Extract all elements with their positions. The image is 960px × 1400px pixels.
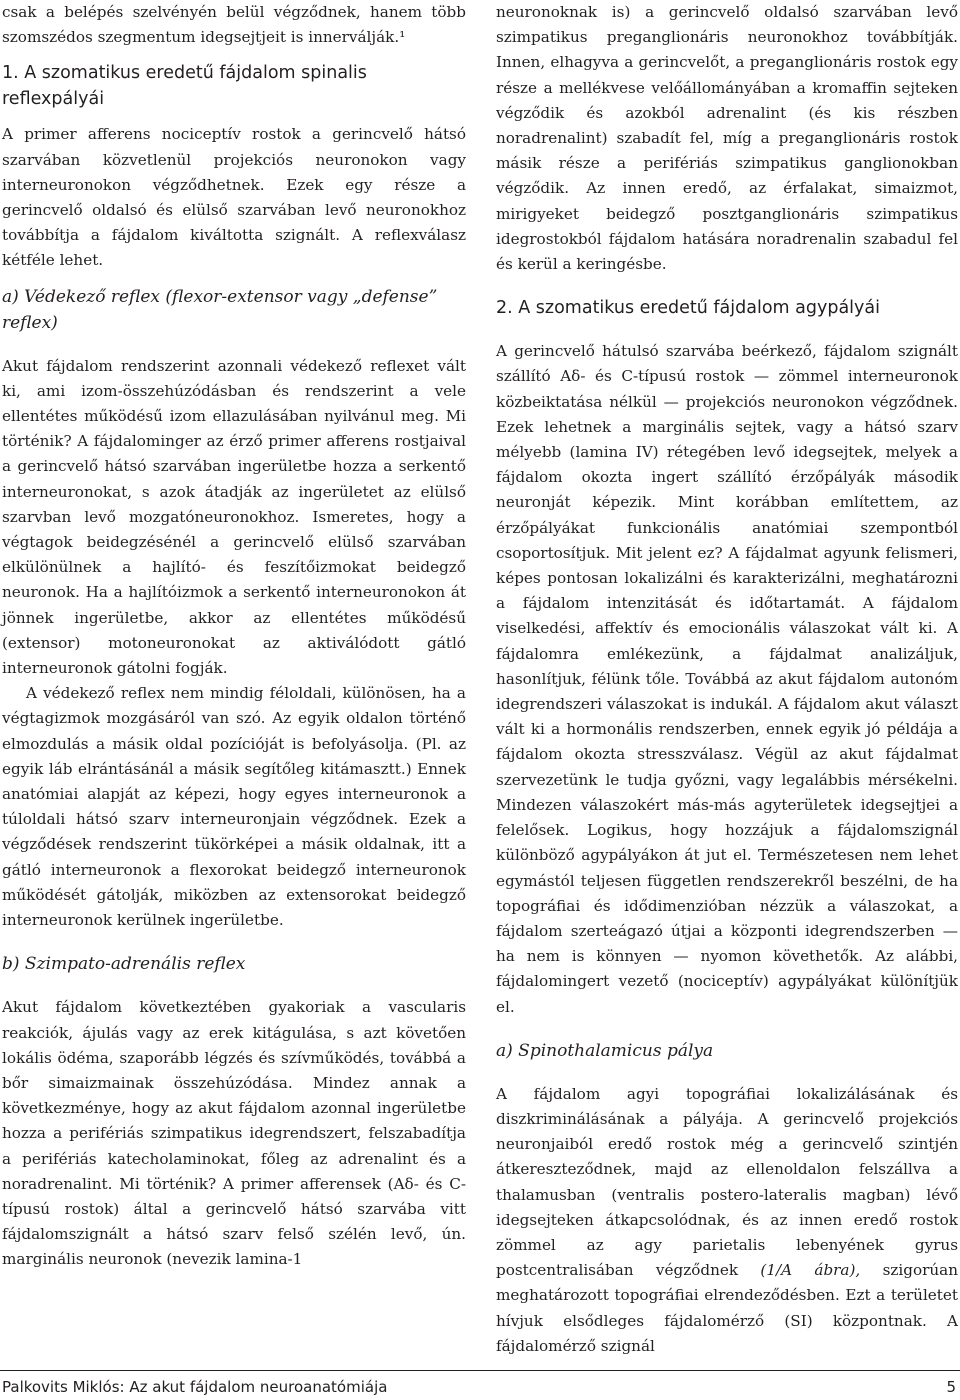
paragraph-intro-reflex: A primer afferens nociceptív rostok a gerincvelő hátsó szarvában közvetlenül projekciós neuronokon vagy interneuronokon végződhetnek. Ezek egy része a gerincvelő oldalsó és elülső szarvában levő neuronokhoz továbbítja a fájdalom kiváltotta szignált. A reflexválasz kétféle lehet. — [2, 125, 466, 270]
paragraph-spinothalamic-part1: A fájdalom agyi topográfiai lokalizálásának és diszkriminálásának a pályája. A gerincvelő projekciós neuronjaiból eredő rostok még a gerincvelő szintjén átkereszteződnek, majd az ellenoldalon felszállva a thalamusban (ventralis postero-lateralis magban) lévő idegsejteken átkapcsolódnak, és az innen eredő rostok zömmel az agy parietalis lebenyének gyrus postcentralisában végződnek — [496, 1084, 958, 1280]
paragraph-brain-pathways: A gerincvelő hátulsó szarvába beérkező, fájdalom szignált szállító Aδ- és C-típusú rostok — zömmel interneuronok közbeiktatása nélkül — projekciós neuronokon végződnek. Ezek lehetnek a marginális sejtek, vagy a hátsó szarv mélyebb (lamina IV) rétegében levő idegsejtek, melyek a fájdalom okozta ingert szállító érzőpályák második neuronját képezik. Mint korábban említettem, az érzőpályákat funkcionális anatómiai szempontból csoportosítjuk. Mit jelent ez? A fájdalmat agyunk felismeri, képes pontosan lokalizálni és karakterizálni, meghatározni a fájdalom intenzitását és időtartamát. A fájdalom viselkedési, affektív és emocionális válaszokat vált ki. A fájdalomra emlékezünk, a fájdalmat analizáljuk, hasonlítjuk, félünk tőle. Továbbá az akut fájdalom autonóm idegrendszeri válaszokat is indukál. A fájdalom akut választ vált ki a hormonális rendszerben, ennek egyik jó példája a fájdalom okozta stresszválasz. Végül az akut fájdalmat szervezetünk le tudja győzni, vagy legalábbis mérsékelni. Mindezen válaszokért más-más agyterületek idegsejtjei a felelősek. Logikus, hogy hozzájuk a fájdalomszignál különböző agypályákon át jut el. Természetesen nem lehet egymástól teljesen független rendszerekről beszélni, de ha topográfiai és idődimenzióban nézzük a válaszokat, a fájdalom szerteágazó útjai a központi idegrendszerben — ha nem is könnyen — nyomon követhetők. Az alábbi, fájdalomingert vezető (nociceptív) agypályákat különítjük el. — [496, 342, 958, 1016]
paragraph-defense-reflex: Akut fájdalom rendszerint azonnali védekező reflexet vált ki, ami izom-összehúzódásban és rendszerint a vele ellentétes működésű izom ellazulásában nyilvánul meg. Mi történik? A fájdalominger az érző primer afferens rostjaival a gerincvelő hátsó szarvában ingerületbe hozza a serkentő interneuronokat, s azok átadják az ingerületet az elülső szarvban levő mozgatóneuronokhoz. Ismeretes, hogy a végtagok beidegzésénél a gerincvelő elülső szarvában elkülönülnek a hajlító- és feszítőizmokat beidegző neuronok. Ha a hajlítóizmok a serkentő interneuronokon át jönnek ingerületbe, akkor az ellentétes működésű (extensor) motoneuronokat az aktiválódott gátló interneuronok gátolni fogják. — [2, 356, 466, 678]
left-column — [2, 0, 466, 1273]
paragraph-continuation: csak a belépés szelvényén belül végződnek, hanem több szomszédos szegmentum idegsejtjeit is innerválják.¹ — [2, 3, 466, 47]
section-heading-2: 2. A szomatikus eredetű fájdalom agypályái — [496, 298, 880, 319]
page-footer — [0, 1370, 960, 1400]
right-column — [496, 0, 958, 1359]
paragraph-bilateral-reflex: A védekező reflex nem mindig féloldali, különösen, ha a végtagizmok mozgásáról van szó. Az egyik oldalon történő elmozdulás a másik oldal pozícióját is befolyásolja. (Pl. az egyik láb elrántásánál a másik segítőleg kitámasztt.) Ennek anatómiai alapját az képezi, hogy egyes interneuronok a túloldali hátsó szarv interneuronjain végződnek. Ezek a végződések rendszerint tükörképei a másik oldalnak, itt a gátló interneuronok a flexorokat beidegző interneuronok működését gátolják, miközben az extensorokat beidegző interneuronok kerülnek ingerületbe. — [2, 684, 466, 930]
figure-reference: (1/A ábra), — [760, 1261, 861, 1280]
subheading-defense-reflex: a) Védekező reflex (flexor-extensor vagy „defense” reflex) — [2, 286, 438, 333]
running-title: Palkovits Miklós: Az akut fájdalom neuroanatómiája — [2, 1378, 388, 1396]
section-heading-1: 1. A szomatikus eredetű fájdalom spinalis reflexpályái — [2, 63, 367, 110]
paragraph-continuation-right: neuronoknak is) a gerincvelő oldalsó szarvában levő szimpatikus preganglionáris neuronokhoz továbbítják. Innen, elhagyva a gerincvelőt, a preganglionáris rostok egy része a mellékvese velőállományában a kromaffin sejteken végződik és azokból adrenalint (és kis részben noradrenalint) szabadít fel, míg a preganglionáris rostok másik része a perifériás szimpatikus ganglionokban végződik. Az innen eredő, az érfalakat, simaizmot, mirigyeket beidegző posztganglionáris szimpatikus idegrostokból fájdalom hatására noradrenalin szabadul fel és kerül a keringésbe. — [496, 3, 958, 274]
subheading-spinothalamic: a) Spinothalamicus pálya — [496, 1040, 714, 1061]
paragraph-sympatho-adrenal: Akut fájdalom következtében gyakoriak a vascularis reakciók, ájulás vagy az erek kitágulása, s azt követően lokális ödéma, szaporább légzés és szívműködés, továbbá a bőr simaizmainak összehúzódása. Mindez annak a következménye, hogy az akut fájdalom azonnal ingerületbe hozza a perifériás szimpatikus idegrendszert, felszabadítja a perifériás katecholaminokat, főleg az adrenalint és a noradrenalint. Mi történik? A primer afferensek (Aδ- és C-típusú rostok) által a gerincvelő hátsó szarvába vitt fájdalomszignált a hátsó szarv felső szélén levő, ún. marginális neuronok (nevezik lamina-1 — [2, 998, 466, 1269]
subheading-sympatho-adrenal: b) Szimpato-adrenális reflex — [2, 954, 246, 975]
paragraph-spinothalamic-part2: szigorúan meghatározott topográfiai elrendeződésben. Ezt a területet hívjuk elsődleges fájdalomérző (SI) központnak. A fájdalomérző szignál — [496, 1261, 958, 1355]
page-number: 5 — [946, 1378, 956, 1396]
paragraph-spinothalamic — [496, 1082, 958, 1359]
